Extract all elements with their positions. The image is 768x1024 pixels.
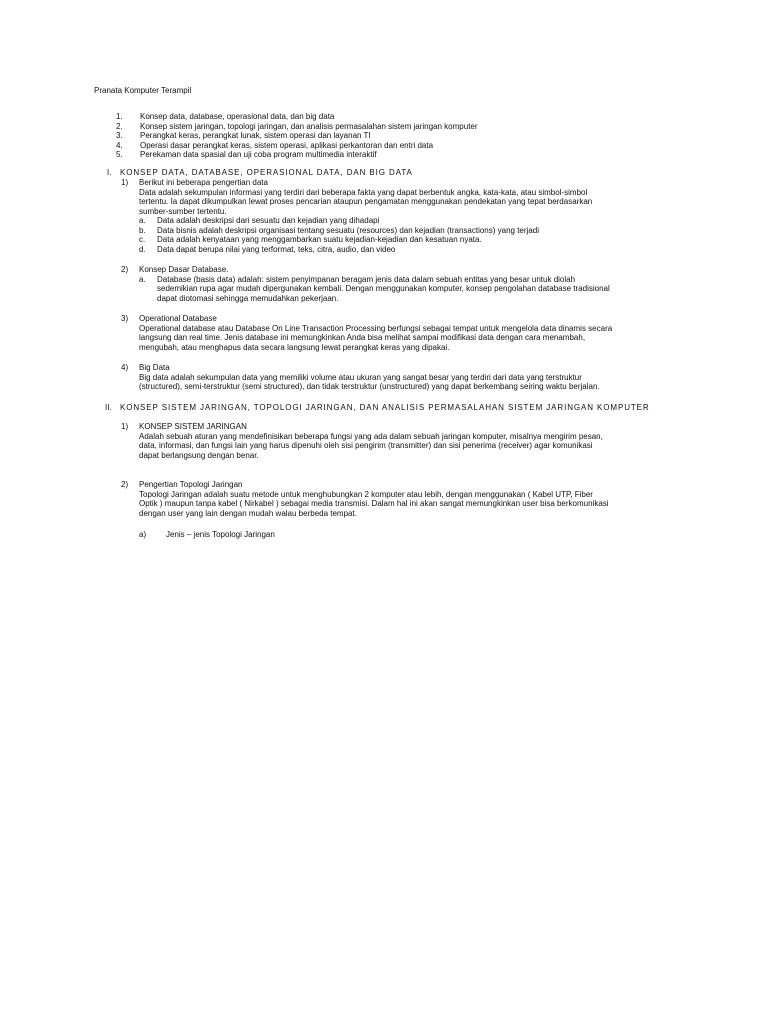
sub-letter: d. (139, 244, 146, 254)
paragraph-line: Database (basis data) adalah: sistem penyimpanan beragam jenis data dalam sebuah entitas yang besar untuk diolah (157, 274, 576, 284)
sub-item: Jenis – jenis Topologi Jaringan (166, 530, 275, 539)
paragraph-line: Adalah sebuah aturan yang mendefinisikan beberapa fungsi yang ada dalam sebuah jaringan komputer, misalnya mengirim pesan, (139, 431, 603, 441)
paragraph-line: (structured), semi-terstruktur (semi structured), dan tidak terstruktur (unstructured) yang dapat berkembang seiring waktu berjalan. (139, 382, 600, 391)
paragraph-line: sedemikian rupa agar mudah dipergunakan kembali. Dengan menggunakan komputer, konsep pengolahan database tradisional (157, 284, 610, 293)
item-title: Big Data (139, 363, 170, 372)
paragraph-line: data, informasi, dan fungsi lain yang harus dipenuhi oleh sisi pengirim (transmitter) dan sisi penerima (receiver) agar komunikasi (139, 441, 593, 450)
section-number: I. (107, 168, 112, 177)
item-number: 3) (121, 314, 129, 323)
item-number: 1) (121, 422, 129, 431)
sub-letter: a) (139, 530, 147, 539)
paragraph-line: dapat diotomasi sehingga memudahkan pekerjaan. (157, 293, 339, 303)
sub-letter: a. (139, 274, 146, 284)
sub-letter: c. (139, 235, 146, 244)
paragraph-line: Topologi Jaringan adalah suatu metode untuk menghubungkan 2 komputer atau lebih, dengan menggunakan ( Kabel UTP, Fiber (139, 489, 593, 499)
item-title: Berikut ini beberapa pengertian data (139, 178, 268, 187)
toc-number: 3. (116, 131, 123, 140)
sub-letter: b. (139, 225, 146, 235)
item-title: KONSEP SISTEM JARINGAN (139, 422, 247, 431)
sub-item: Data bisnis adalah deskripsi organisasi tentang sesuatu (resources) dan kejadian (transactions) yang terjadi (157, 225, 539, 235)
paragraph-line: dapat berlangsung dengan benar. (139, 450, 259, 460)
toc-item: Perangkat keras, perangkat lunak, sistem operasi dan layanan TI (140, 131, 371, 140)
item-title: Pengertian Topologi Jaringan (139, 480, 243, 489)
paragraph-line: langsung dan real time. Jenis database ini memungkinkan Anda bisa melihat sampai modifikasi data dengan cara menambah, (139, 333, 586, 342)
paragraph-line: Data adalah sekumpulan informasi yang terdiri dari beberapa fakta yang dapat berbentuk angka, kata-kata, atau simbol-simbol (139, 187, 588, 197)
toc-item: Perekaman data spasial dan uji coba program multimedia interaktif (140, 150, 377, 159)
toc-number: 4. (116, 140, 123, 150)
paragraph-line: Operational database atau Database On Line Transaction Processing berfungsi sebagai tempat untuk mengelola data dinamis secara (139, 323, 613, 333)
sub-item: Data adalah deskripsi dari sesuatu dan kejadian yang dihadapi (157, 216, 380, 225)
toc-number: 5. (116, 150, 123, 159)
toc-item: Konsep data, database, operasional data, dan big data (140, 112, 335, 121)
section-number: II. (105, 403, 112, 412)
toc-item: Konsep sistem jaringan, topologi jaringan, dan analisis permasalahan sistem jaringan komputer (140, 121, 478, 131)
sub-item: Data dapat berupa nilai yang terformat, teks, citra, audio, dan video (157, 244, 396, 254)
paragraph-line: tertentu. Ia dapat dikumpulkan lewat proses pencarian ataupun pengamatan menggunakan pendekatan yang tepat berdasarkan (139, 197, 593, 206)
paragraph-line: Optik ) maupun tanpa kabel ( Nirkabel ) sebagai media transmisi. Dalam hal ini akan sangat memungkinkan user bisa berkomunikasi (139, 499, 609, 508)
item-number: 2) (121, 265, 129, 274)
sub-letter: a. (139, 216, 146, 225)
toc-number: 1. (116, 112, 123, 121)
item-title: Operational Database (139, 314, 217, 323)
section-heading: KONSEP DATA, DATABASE, OPERASIONAL DATA, DAN BIG DATA (120, 168, 413, 177)
paragraph-line: dengan user yang lain dengan mudah walau berbeda tempat. (139, 508, 357, 518)
document-title: Pranata Komputer Terampil (94, 86, 192, 95)
item-number: 1) (121, 178, 129, 187)
item-number: 2) (121, 480, 129, 489)
item-title: Konsep Dasar Database. (139, 265, 229, 274)
paragraph-line: Big data adalah sekumpulan data yang memiliki volume atau ukuran yang sangat besar yang terdiri dari data yang terstruktur (139, 372, 582, 382)
sub-item: Data adalah kenyataan yang menggambarkan suatu kejadian-kejadian dan kesatuan nyata. (157, 235, 482, 244)
paragraph-line: sumber-sumber tertentu. (139, 206, 227, 216)
toc-number: 2. (116, 121, 123, 131)
section-heading: KONSEP SISTEM JARINGAN, TOPOLOGI JARINGAN, DAN ANALISIS PERMASALAHAN SISTEM JARINGAN KOMPUTER (120, 403, 650, 412)
item-number: 4) (121, 363, 129, 372)
toc-item: Operasi dasar perangkat keras, sistem operasi, aplikasi perkantoran dan entri data (140, 140, 434, 150)
paragraph-line: mengubah, atau menghapus data secara langsung lewat perangkat keras yang dipakai. (139, 342, 450, 352)
